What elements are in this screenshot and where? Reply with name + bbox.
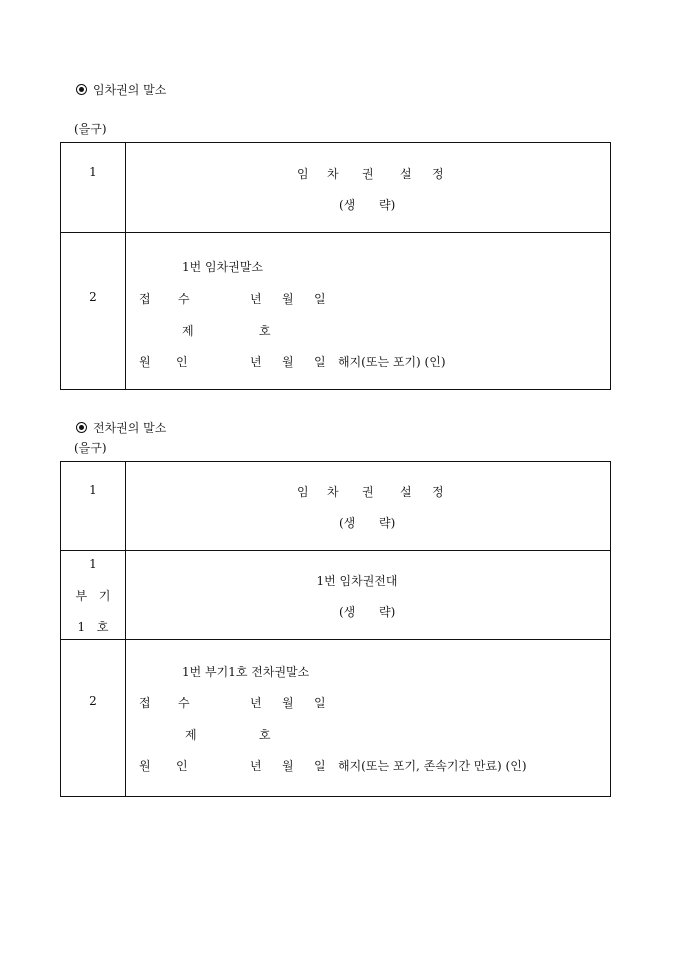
date-day-label: 일 xyxy=(314,355,326,369)
row-number: 1 xyxy=(89,165,97,179)
title-char: 임 xyxy=(297,485,309,499)
receipt-label: 접 xyxy=(139,696,151,710)
number-prefix: 제 xyxy=(182,324,194,338)
entry-text: 1번 부기1호 전차권말소 xyxy=(182,665,310,679)
entry-text: 1번 임차권말소 xyxy=(182,260,264,274)
row-number: 1 xyxy=(89,483,97,497)
row-number: 2 xyxy=(89,290,97,304)
title-char: 설 xyxy=(400,167,412,181)
row-number: 부 기 xyxy=(75,589,111,603)
section2-table xyxy=(60,461,611,797)
row-number: 1 호 xyxy=(77,620,109,634)
title-char: 권 xyxy=(362,167,374,181)
title-char: 정 xyxy=(432,485,444,499)
date-year-label: 년 xyxy=(250,355,262,369)
section2-row-3 xyxy=(61,639,610,796)
date-year-label: 년 xyxy=(250,759,262,773)
omitted-label: 략) xyxy=(379,516,396,530)
section2-register-label: (을구) xyxy=(74,441,107,455)
title-char: 정 xyxy=(432,167,444,181)
section2-row-2 xyxy=(61,550,610,639)
circle-bullet-icon xyxy=(76,84,87,95)
cause-label: 원 xyxy=(139,759,151,773)
title-char: 차 xyxy=(327,485,339,499)
section1-row-2 xyxy=(61,232,610,389)
date-day-label: 일 xyxy=(314,292,326,306)
receipt-label: 접 xyxy=(139,292,151,306)
omitted-label: 략) xyxy=(379,605,396,619)
date-day-label: 일 xyxy=(314,696,326,710)
entry-text: 1번 임차권전대 xyxy=(316,574,398,588)
section1-table xyxy=(60,142,611,390)
receipt-label: 수 xyxy=(178,292,190,306)
section1-register-label: (을구) xyxy=(74,122,107,136)
number-suffix: 호 xyxy=(259,324,271,338)
section1-row-1 xyxy=(61,143,610,232)
title-char: 권 xyxy=(362,485,374,499)
date-year-label: 년 xyxy=(250,292,262,306)
omitted-label: (생 xyxy=(339,198,356,212)
cause-label: 인 xyxy=(176,355,188,369)
omitted-label: 략) xyxy=(379,198,396,212)
date-month-label: 월 xyxy=(282,292,294,306)
omitted-label: (생 xyxy=(339,605,356,619)
section1-heading xyxy=(76,81,166,98)
number-prefix: 제 xyxy=(185,728,197,742)
receipt-label: 수 xyxy=(178,696,190,710)
circle-bullet-icon xyxy=(76,422,87,433)
title-char: 차 xyxy=(327,167,339,181)
date-month-label: 월 xyxy=(282,696,294,710)
cause-label: 원 xyxy=(139,355,151,369)
cause-text: 해지(또는 포기, 존속기간 만료) (인) xyxy=(338,759,527,773)
cause-label: 인 xyxy=(176,759,188,773)
date-month-label: 월 xyxy=(282,759,294,773)
title-char: 설 xyxy=(400,485,412,499)
date-day-label: 일 xyxy=(314,759,326,773)
date-year-label: 년 xyxy=(250,696,262,710)
row-number: 1 xyxy=(89,557,97,571)
title-char: 임 xyxy=(297,167,309,181)
cause-text: 해지(또는 포기) (인) xyxy=(338,355,446,369)
date-month-label: 월 xyxy=(282,355,294,369)
section2-row-1 xyxy=(61,462,610,550)
number-suffix: 호 xyxy=(259,728,271,742)
section2-heading-text: 전차권의 말소 xyxy=(93,421,167,435)
omitted-label: (생 xyxy=(339,516,356,530)
section2-heading xyxy=(76,419,166,436)
section1-heading-text: 임차권의 말소 xyxy=(93,83,167,97)
row-number: 2 xyxy=(89,694,97,708)
